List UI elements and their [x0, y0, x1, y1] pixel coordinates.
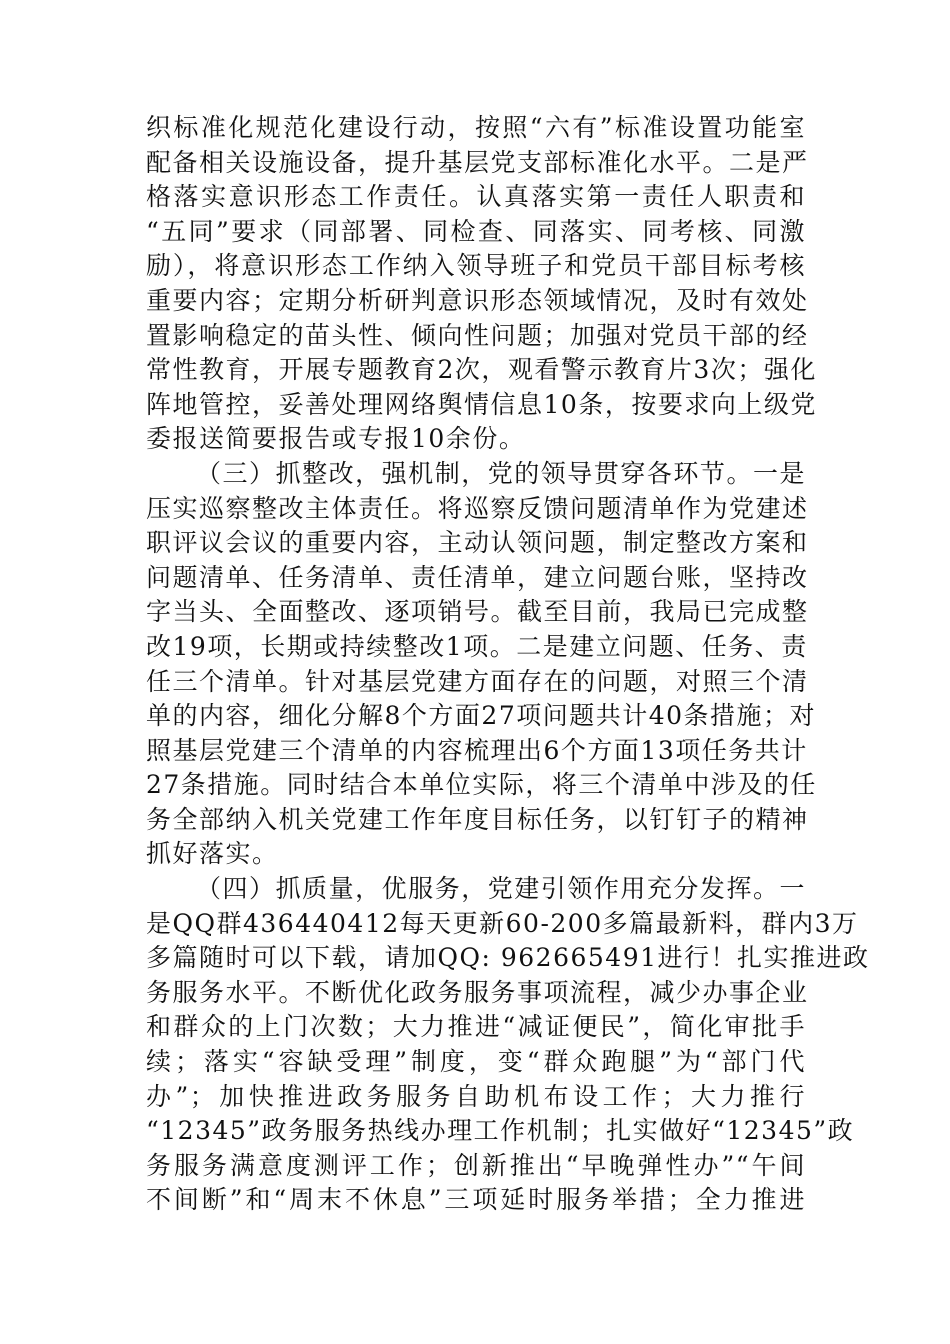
text-line: 抓好落实。	[146, 839, 279, 869]
text-line: 常性教育，开展专题教育2次，观看警示教育片3次；强化	[146, 355, 817, 385]
text-line: 字当头、全面整改、逐项销号。截至目前，我局已完成整	[146, 597, 809, 627]
text-line: 置影响稳定的苗头性、倾向性问题；加强对党员干部的经	[146, 320, 809, 350]
text-line: 织标准化规范化建设行动，按照“六有”标准设置功能室	[146, 113, 806, 142]
text-line: “12345”政务服务热线办理工作机制；扎实做好“12345”政	[146, 1116, 855, 1146]
text-line: 务服务满意度测评工作；创新推出“早晚弹性办”“午间	[146, 1150, 806, 1180]
text-line: “五同”要求（同部署、同检查、同落实、同考核、同激	[146, 216, 806, 246]
text-line: 改19项，长期或持续整改1项。二是建立问题、任务、责	[146, 631, 808, 661]
text-line: 务服务水平。不断优化政务服务事项流程，减少办事企业	[146, 977, 809, 1007]
text-line: 任三个清单。针对基层党建方面存在的问题，对照三个清	[146, 666, 809, 696]
text-line: 委报送简要报告或专报10余份。	[146, 424, 526, 454]
text-line: 续；落实“容缺受理”制度，变“群众跑腿”为“部门代	[146, 1047, 806, 1077]
section-heading-line: （四）抓质量，优服务，党建引领作用充分发挥。一	[196, 874, 806, 904]
text-line: 励），将意识形态工作纳入领导班子和党员干部目标考核	[146, 251, 806, 281]
text-line: 单的内容，细化分解8个方面27项问题共计40条措施；对	[146, 701, 817, 731]
text-line: 多篇随时可以下载，请加QQ: 962665491进行！扎实推进政	[146, 943, 870, 973]
text-line: 和群众的上门次数；大力推进“减证便民”，简化审批手	[146, 1012, 806, 1042]
text-line: 是QQ群436440412每天更新60-200多篇最新料，群内3万	[146, 908, 859, 938]
document-body	[146, 111, 870, 1218]
text-line: 务全部纳入机关党建工作年度目标任务，以钉钉子的精神	[146, 804, 809, 834]
text-line: 办”；加快推进政务服务自助机布设工作；大力推行	[146, 1081, 806, 1111]
text-line: 职评议会议的重要内容，主动认领问题，制定整改方案和	[146, 528, 809, 558]
text-line: 配备相关设施设备，提升基层党支部标准化水平。二是严	[146, 147, 809, 177]
text-line: 问题清单、任务清单、责任清单，建立问题台账，坚持改	[146, 562, 809, 592]
text-line: 阵地管控，妥善处理网络舆情信息10条，按要求向上级党	[146, 389, 817, 419]
text-line: 压实巡察整改主体责任。将巡察反馈问题清单作为党建述	[146, 493, 809, 523]
text-line: 27条措施。同时结合本单位实际，将三个清单中涉及的任	[146, 770, 817, 800]
section-heading-line: （三）抓整改，强机制，党的领导贯穿各环节。一是	[196, 458, 806, 488]
text-line: 不间断”和“周末不休息”三项延时服务举措；全力推进	[146, 1185, 806, 1215]
text-line: 格落实意识形态工作责任。认真落实第一责任人职责和	[146, 182, 806, 212]
text-line: 重要内容；定期分析研判意识形态领域情况，及时有效处	[146, 285, 809, 315]
text-line: 照基层党建三个清单的内容梳理出6个方面13项任务共计	[146, 735, 808, 765]
